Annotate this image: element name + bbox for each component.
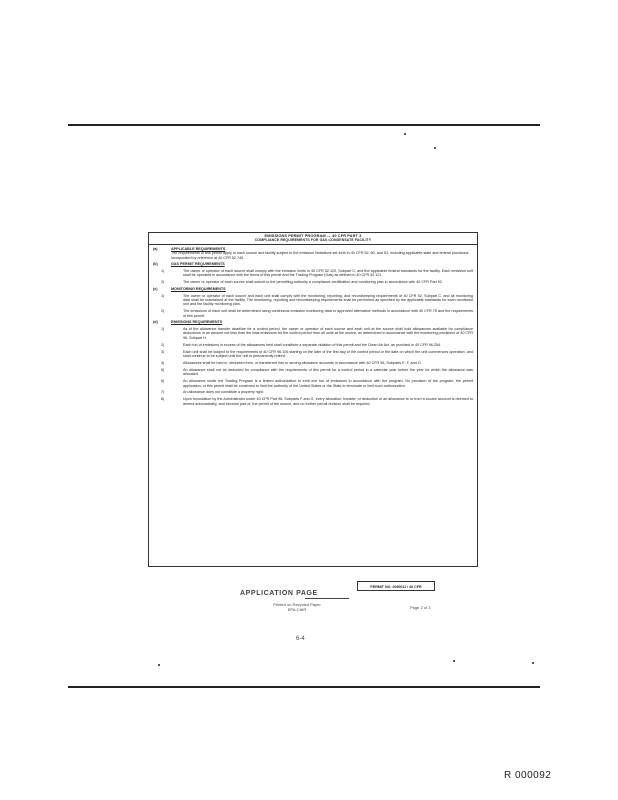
section-title: EMISSIONS REQUIREMENTS — [171, 320, 223, 325]
document-section — [153, 247, 473, 260]
item-number: 1) — [161, 327, 165, 331]
item-text: An allowance shall not be deducted for compliance with the requirements of this permit for a control period in a calendar year before the year for which the allowance was allocated. — [183, 367, 473, 377]
scan-speck — [404, 133, 406, 135]
section-title: MONITORING REQUIREMENTS — [171, 286, 226, 291]
item-number: 2) — [161, 280, 165, 285]
item-number: 5) — [161, 367, 165, 372]
section-item — [161, 350, 473, 359]
item-text: The owner or operator of each source shall submit to the permitting authority a compliance certification and monitoring plan in accordance with 40 CFR Part 52. — [183, 280, 443, 285]
section-item — [161, 343, 473, 347]
document-title: EMISSIONS PERMIT PROGRAM — 40 CFR PART 3 — [264, 233, 362, 238]
top-rule — [68, 124, 540, 126]
section-heading — [153, 262, 473, 266]
document-section — [153, 320, 473, 406]
section-item — [161, 390, 473, 394]
section-title: APPLICABLE REQUIREMENTS — [171, 246, 226, 251]
item-text: Upon recordation by the Administrator under 40 CFR Part 96, Subparts F and G, every allocation, transfer, or deduction of an allowance to or from a source account is deemed to amend automatically, and become part of, the permit of the source, and no further permit revision shall be required. — [183, 397, 473, 406]
section-title: GAS PERMIT REQUIREMENTS — [171, 262, 225, 267]
printed-on-text: Printed on Recycled Paper — [273, 602, 321, 607]
item-number: 8) — [161, 397, 165, 402]
section-item — [161, 294, 473, 307]
document-section — [153, 262, 473, 285]
document-sections — [149, 247, 477, 406]
item-text: Each unit shall be subject to the requirements of 40 CFR 96.106 starting on the later of the first day of the control period or the date on which the unit commences operation, and shall continue to be subject until the unit is permanently retired. — [183, 349, 473, 359]
scan-speck — [434, 147, 436, 149]
item-text: As of the allowance transfer deadline for a control period, the owner or operator of each source and each unit at the source shall hold allowances available for compliance deductions in an amount not less than the total emissions for the control period from all units at the source, as determined in accordance with the monitoring provisions of 40 CFR 96, Subpart H. — [183, 327, 473, 340]
form-code-text: EPA-CAIR — [287, 607, 307, 612]
section-item — [161, 269, 473, 278]
document-subtitle: COMPLIANCE REQUIREMENTS FOR GAS CONDENSATE FACILITY — [254, 238, 372, 243]
scan-speck — [158, 664, 160, 666]
section-item — [161, 379, 473, 388]
document-header — [149, 233, 477, 245]
section-item — [161, 361, 473, 365]
item-number: 1) — [161, 268, 165, 273]
page-of-label: Page 2 of 3 — [410, 605, 431, 610]
section-item — [161, 368, 473, 377]
item-text: Each ton of emissions in excess of the allowances held shall constitute a separate violation of this permit and the Clean Air Act, as provided in 40 CFR 96.254. — [183, 342, 442, 347]
section-body: The requirements of this permit apply to each source and facility subject to the emission limitations set forth in 40 CFR 52, 60, and 63, including applicable state and federal provisions incorporated by reference at 40 CFR 52.740. — [171, 251, 469, 260]
application-page-label: APPLICATION PAGE — [240, 590, 318, 597]
item-text: Allowances shall be held in, deducted from, or transferred into or among allowance accounts in accordance with 40 CFR 96, Subparts E, F, and G. — [183, 360, 422, 365]
item-number: 2) — [161, 342, 165, 347]
item-text: The owner or operator of each source shall comply with the emission limits in 40 CFR 52.120, Subpart C, and the applicable federal standards for the facility. Each emission unit shall be operated in accordance with the terms of this permit and the Trading Program (Gas) as defined in 40 CFR 52.121. — [183, 268, 473, 278]
section-number: (c) — [153, 286, 158, 291]
section-number: (a) — [153, 246, 158, 251]
section-item — [161, 309, 473, 318]
item-text: The emissions of each unit shall be determined using continuous emission monitoring data or approved alternative methods in accordance with 40 CFR 75 and the requirements of this permit. — [183, 309, 473, 318]
bottom-rule — [68, 686, 540, 688]
document-section — [153, 287, 473, 318]
item-text: The owner or operator of each source and each unit shall comply with the monitoring, reporting, and recordkeeping requirements of 40 CFR 52, Subpart C, and all monitoring data shall be maintained at the facility. The monitoring, reporting and recordkeeping requirements shall be performed as specified by the applicable standards for each monitored unit and the facility monitoring plan. — [183, 293, 473, 307]
section-heading — [153, 320, 473, 324]
scan-speck — [453, 660, 455, 662]
item-number: 6) — [161, 379, 165, 384]
item-text: An allowance under the Trading Program is a limited authorization to emit one ton of emissions in accordance with the program. No provision of the program, the permit application, or this permit shall be construed to limit the authority of the United States or the State to terminate or limit such authorization. — [183, 379, 473, 388]
section-heading — [153, 287, 473, 291]
section-number: (b) — [153, 262, 158, 267]
item-number: 1) — [161, 293, 165, 298]
application-page-line — [305, 598, 349, 599]
scan-speck — [532, 662, 534, 664]
printed-note — [262, 602, 332, 612]
bates-number: R 000092 — [504, 770, 552, 781]
item-number: 7) — [161, 390, 165, 395]
permit-number-box: PERMIT NO. 2090011 / 40 CFR — [357, 581, 435, 591]
item-number: 3) — [161, 349, 165, 354]
scanned-document-page — [148, 232, 478, 567]
section-item — [161, 327, 473, 340]
section-item — [161, 397, 473, 406]
item-number: 2) — [161, 309, 165, 314]
item-number: 4) — [161, 360, 165, 365]
section-number: (d) — [153, 320, 158, 325]
section-item — [161, 280, 473, 284]
item-text: An allowance does not constitute a property right. — [183, 390, 264, 395]
page-number: 6-4 — [296, 636, 305, 642]
